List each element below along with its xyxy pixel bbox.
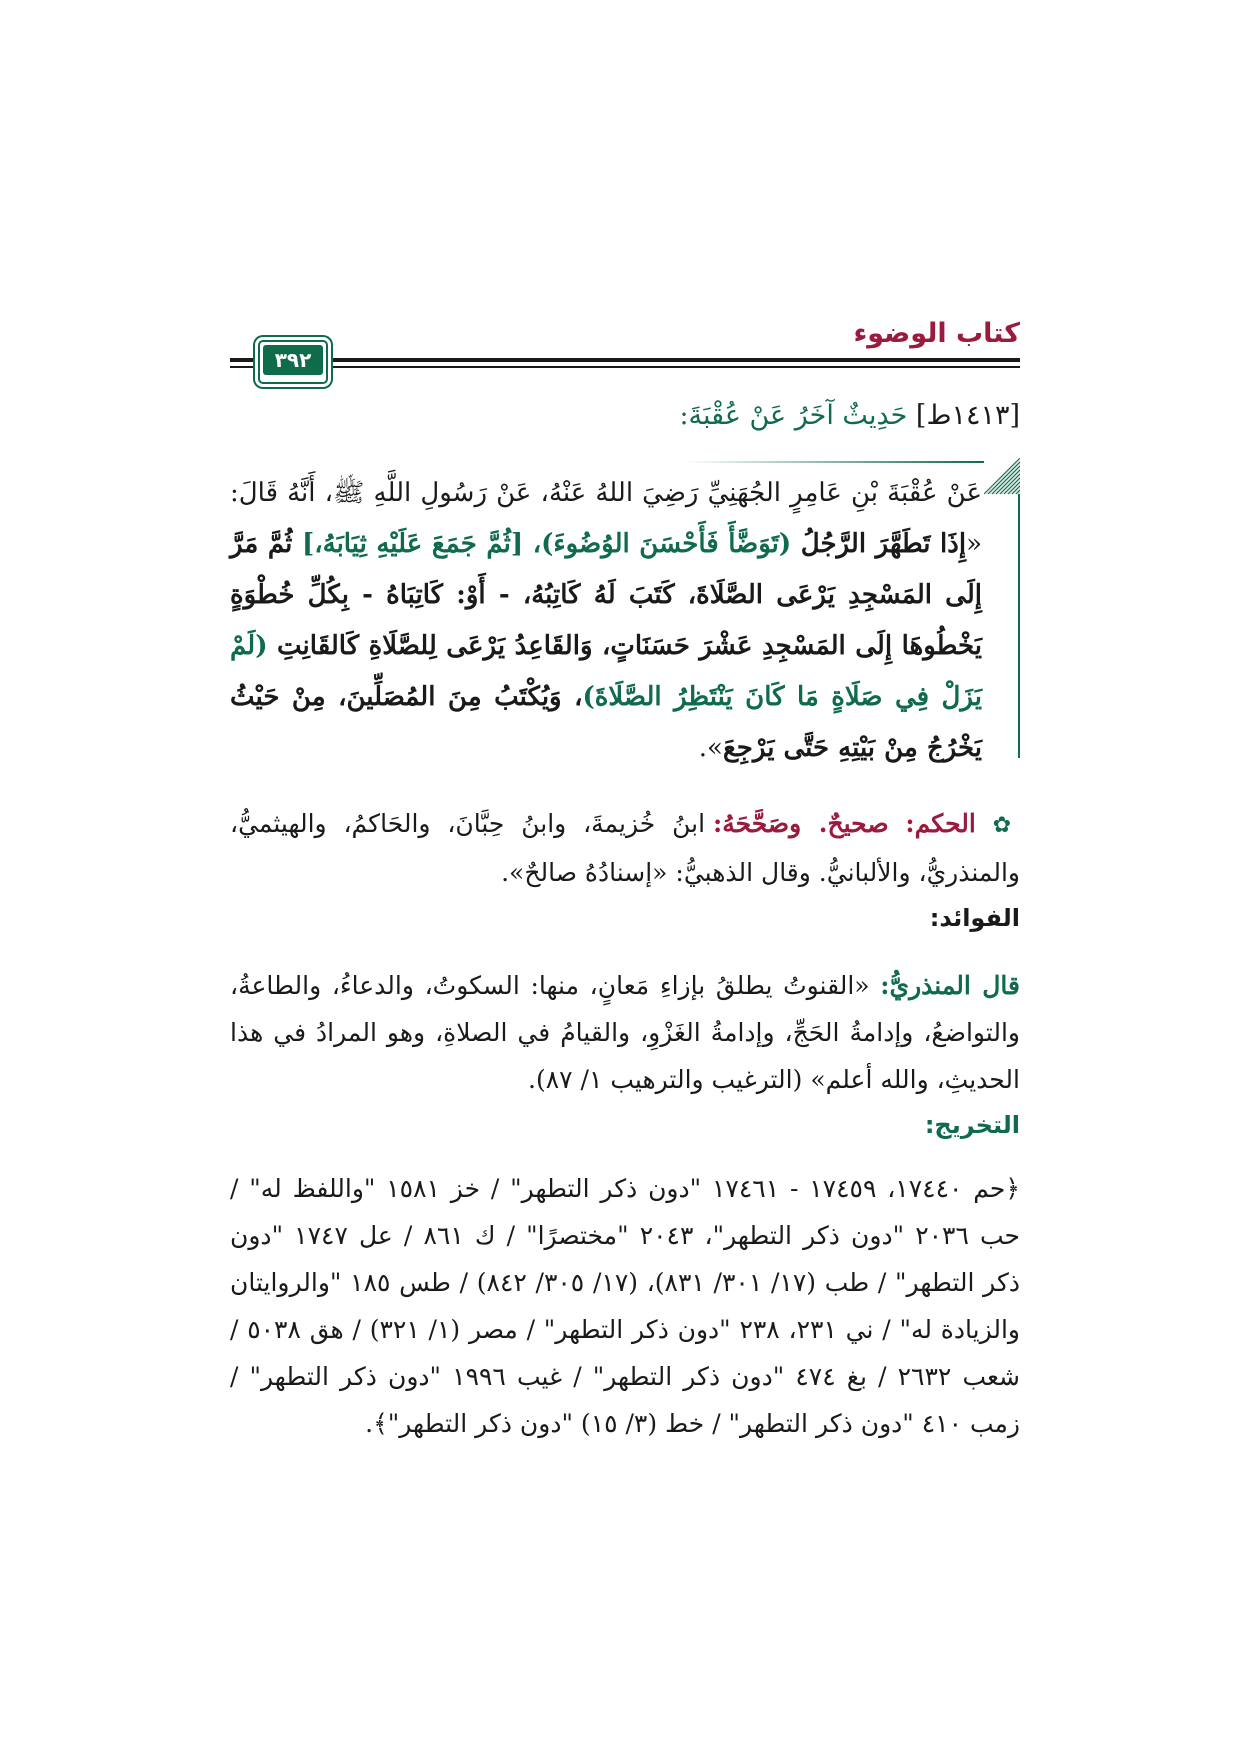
hadith-number: [١٤١٣ط]	[915, 400, 1020, 431]
hadith-box	[230, 458, 1020, 774]
fawaid-text: «القنوتُ يطلقُ بإزاءِ مَعانٍ، منها: السكوتُ، والدعاءُ، والطاعةُ، والتواضعُ، وإدامةُ الحَجِّ، وإدامةُ الغَزْوِ، والقيامُ في الصلاةِ، وهو المرادُ في هذا الحديثِ، والله أعلم» (الترغيب والترهيب ١/ ٨٧).	[230, 971, 1020, 1094]
hadith-part2: ثُمَّ مَرَّ إِلَى المَسْجِدِ يَرْعَى الصَّلَاةَ، كَتَبَ لَهُ كَاتِبُهُ، - أَوْ: كَاتِبَاهُ - بِكُلِّ خُطْوَةٍ يَخْطُوهَا إِلَى المَسْجِدِ عَشْرَ حَسَنَاتٍ، وَالقَاعِدُ يَرْعَى لِلصَّلَاةِ كَالقَانِتِ	[230, 529, 982, 661]
hadith-top-line	[684, 461, 984, 463]
hadith-title: حَدِيثٌ آخَرُ عَنْ عُقْبَةَ:	[679, 400, 908, 431]
hadith-part3: ، وَيُكْتَبُ مِنَ المُصَلِّينَ، مِنْ حَيْثُ يَخْرُجُ مِنْ بَيْتِهِ حَتَّى يَرْجِعَ	[230, 682, 982, 763]
hadith-intro: عَنْ عُقْبَةَ بْنِ عَامِرٍ الجُهَنِيِّ رَضِيَ اللهُ عَنْهُ، عَنْ رَسُولِ اللَّهِ ﷺ، أَنَّهُ قَالَ: «	[230, 478, 982, 559]
book-title: كتاب الوضوء	[853, 318, 1020, 349]
hadith-variant1: (تَوَضَّأَ فَأَحْسَنَ الوُضُوءَ)، [ثُمَّ جَمَعَ عَلَيْهِ ثِيَابَهُ،]	[301, 529, 792, 559]
corner-ornament-icon	[984, 458, 1020, 758]
hadith-text	[230, 468, 982, 774]
fawaid-paragraph	[230, 962, 1020, 1103]
hadith-end: ».	[698, 733, 723, 763]
header-rule-thin	[230, 366, 1020, 368]
hukm-label: الحكم:	[905, 809, 976, 838]
hadith-part1: إِذَا تَطَهَّرَ الرَّجُلُ	[791, 529, 967, 559]
fawaid-title: الفوائد:	[929, 904, 1020, 932]
page-number-badge	[258, 340, 328, 384]
takhrij-text: ﴿حم ١٧٤٤٠، ١٧٤٥٩ - ١٧٤٦١ "دون ذكر التطهر" / خز ١٥٨١ "واللفظ له" / حب ٢٠٣٦ "دون ذكر التطهر"، ٢٠٤٣ "مختصرًا" / ك ٨٦١ / عل ١٧٤٧ "دون ذكر التطهر" / طب (١٧/ ٣٠١/ ٨٣١)، (١٧/ ٣٠٥/ ٨٤٢) / طس ١٨٥ "والروايتان والزيادة له" / ني ٢٣١، ٢٣٨ "دون ذكر التطهر" / مصر (١/ ٣٢١) / هق ٥٠٣٨ / شعب ٢٦٣٢ / بغ ٤٧٤ "دون ذكر التطهر" / غيب ١٩٩٦ "دون ذكر التطهر" / زمب ٤١٠ "دون ذكر التطهر" / خط (٣/ ١٥) "دون ذكر التطهر"﴾.	[230, 1174, 1021, 1438]
hukm-paragraph	[230, 800, 1020, 896]
hadith-heading	[230, 396, 1020, 436]
takhrij-title: التخريج:	[924, 1111, 1020, 1139]
fawaid-speaker: قال المنذريُّ:	[880, 971, 1020, 1000]
hukm-grade: صحيحٌ. وصَحَّحَهُ:	[712, 809, 889, 838]
hukm-text: ابنُ خُزيمةَ، وابنُ حِبَّانَ، والحَاكمُ، والهيثميُّ، والمنذريُّ، والألبانيُّ. وقال الذهبيُّ: «إسنادُهُ صالحٌ».	[230, 809, 1020, 887]
flower-icon: ✿	[992, 813, 1020, 838]
header-rule	[230, 358, 1020, 362]
hadith-variant2: (لَمْ يَزَلْ فِي صَلَاةٍ مَا كَانَ يَنْتَظِرُ الصَّلَاةَ)	[230, 631, 982, 712]
page-number: ٣٩٢	[263, 345, 323, 375]
book-page	[230, 310, 1020, 1447]
page-header	[230, 310, 1020, 382]
